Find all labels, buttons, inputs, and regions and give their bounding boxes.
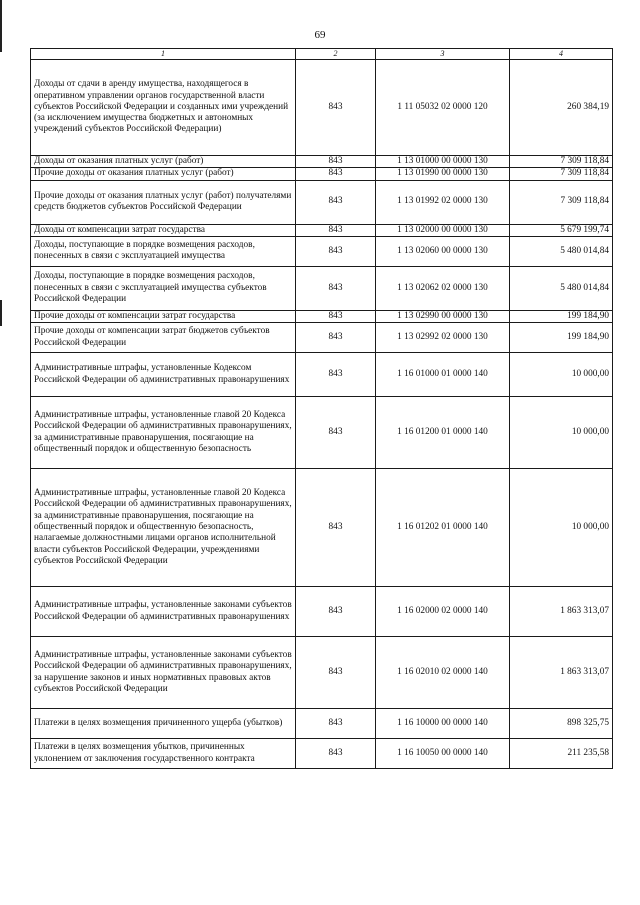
table-row [31,353,613,397]
classification-code: 1 16 10050 00 0000 140 [376,739,510,769]
income-name: Платежи в целях возмещения причиненного ущерба (убытков) [31,709,296,739]
scan-edge-mark [0,0,2,52]
classification-code: 1 16 02000 02 0000 140 [376,587,510,637]
amount: 199 184,90 [510,310,613,322]
table-row [31,637,613,709]
admin-code: 843 [296,397,376,469]
amount: 7 309 118,84 [510,156,613,168]
table-row [31,310,613,322]
table-row [31,709,613,739]
column-number: 4 [510,49,613,60]
income-name: Административные штрафы, установленные главой 20 Кодекса Российской Федерации об административных правонарушениях, за административные правонарушения, посягающие на общественный порядок и общественную безопасность, налагаемые должностными лицами органов исполнительной власти субъектов Российской Федерации, учреждениями субъектов Российской Федерации [31,469,296,587]
classification-code: 1 13 02990 00 0000 130 [376,310,510,322]
amount: 10 000,00 [510,353,613,397]
amount: 1 863 313,07 [510,637,613,709]
income-name: Платежи в целях возмещения убытков, причиненных уклонением от заключения государственного контракта [31,739,296,769]
classification-code: 1 13 02062 02 0000 130 [376,266,510,310]
income-name: Прочие доходы от компенсации затрат государства [31,310,296,322]
income-name: Прочие доходы от оказания платных услуг (работ) получателями средств бюджетов субъектов Российской Федерации [31,180,296,224]
classification-code: 1 13 02992 02 0000 130 [376,323,510,353]
classification-code: 1 11 05032 02 0000 120 [376,60,510,156]
scan-edge-mark [0,300,2,326]
amount: 10 000,00 [510,469,613,587]
admin-code: 843 [296,310,376,322]
table-row [31,397,613,469]
admin-code: 843 [296,266,376,310]
table-row [31,323,613,353]
amount: 5 480 014,84 [510,236,613,266]
income-name: Административные штрафы, установленные законами субъектов Российской Федерации об административных правонарушениях, за нарушение законов и иных нормативных правовых актов субъектов Российской Федерации [31,637,296,709]
amount: 260 384,19 [510,60,613,156]
table-row [31,266,613,310]
column-number: 2 [296,49,376,60]
amount: 5 679 199,74 [510,224,613,236]
amount: 7 309 118,84 [510,180,613,224]
revenue-table [30,48,613,769]
classification-code: 1 16 01200 01 0000 140 [376,397,510,469]
amount: 1 863 313,07 [510,587,613,637]
admin-code: 843 [296,236,376,266]
page-number: 69 [314,29,326,41]
amount: 7 309 118,84 [510,168,613,180]
column-number: 3 [376,49,510,60]
classification-code: 1 16 10000 00 0000 140 [376,709,510,739]
table-row [31,60,613,156]
classification-code: 1 16 01000 01 0000 140 [376,353,510,397]
amount: 211 235,58 [510,739,613,769]
admin-code: 843 [296,323,376,353]
admin-code: 843 [296,739,376,769]
admin-code: 843 [296,168,376,180]
income-name: Доходы от оказания платных услуг (работ) [31,156,296,168]
income-name: Прочие доходы от оказания платных услуг (работ) [31,168,296,180]
amount: 898 325,75 [510,709,613,739]
admin-code: 843 [296,469,376,587]
income-name: Доходы, поступающие в порядке возмещения расходов, понесенных в связи с эксплуатацией имущества [31,236,296,266]
income-name: Административные штрафы, установленные Кодексом Российской Федерации об административных правонарушениях [31,353,296,397]
table-row [31,180,613,224]
amount: 5 480 014,84 [510,266,613,310]
income-name: Доходы от компенсации затрат государства [31,224,296,236]
classification-code: 1 13 02000 00 0000 130 [376,224,510,236]
income-name: Доходы от сдачи в аренду имущества, находящегося в оперативном управлении органов государственной власти субъектов Российской Федерации и созданных ими учреждений (за исключением имущества бюджетных и автономных учреждений субъектов Российской Федерации) [31,60,296,156]
admin-code: 843 [296,60,376,156]
classification-code: 1 16 02010 02 0000 140 [376,637,510,709]
income-name: Административные штрафы, установленные законами субъектов Российской Федерации об административных правонарушениях [31,587,296,637]
income-name: Административные штрафы, установленные главой 20 Кодекса Российской Федерации об административных правонарушениях, за административные правонарушения, посягающие на общественный порядок и общественную безопасность [31,397,296,469]
amount: 10 000,00 [510,397,613,469]
income-name: Доходы, поступающие в порядке возмещения расходов, понесенных в связи с эксплуатацией имущества субъектов Российской Федерации [31,266,296,310]
admin-code: 843 [296,587,376,637]
table-row [31,224,613,236]
column-number-row [31,49,613,60]
admin-code: 843 [296,156,376,168]
classification-code: 1 13 02060 00 0000 130 [376,236,510,266]
classification-code: 1 13 01990 00 0000 130 [376,168,510,180]
table-row [31,739,613,769]
classification-code: 1 13 01992 02 0000 130 [376,180,510,224]
column-number: 1 [31,49,296,60]
table-row [31,469,613,587]
table-row [31,587,613,637]
amount: 199 184,90 [510,323,613,353]
admin-code: 843 [296,353,376,397]
table-row [31,168,613,180]
admin-code: 843 [296,637,376,709]
admin-code: 843 [296,709,376,739]
admin-code: 843 [296,224,376,236]
table-row [31,156,613,168]
admin-code: 843 [296,180,376,224]
income-name: Прочие доходы от компенсации затрат бюджетов субъектов Российской Федерации [31,323,296,353]
classification-code: 1 16 01202 01 0000 140 [376,469,510,587]
classification-code: 1 13 01000 00 0000 130 [376,156,510,168]
table-row [31,236,613,266]
